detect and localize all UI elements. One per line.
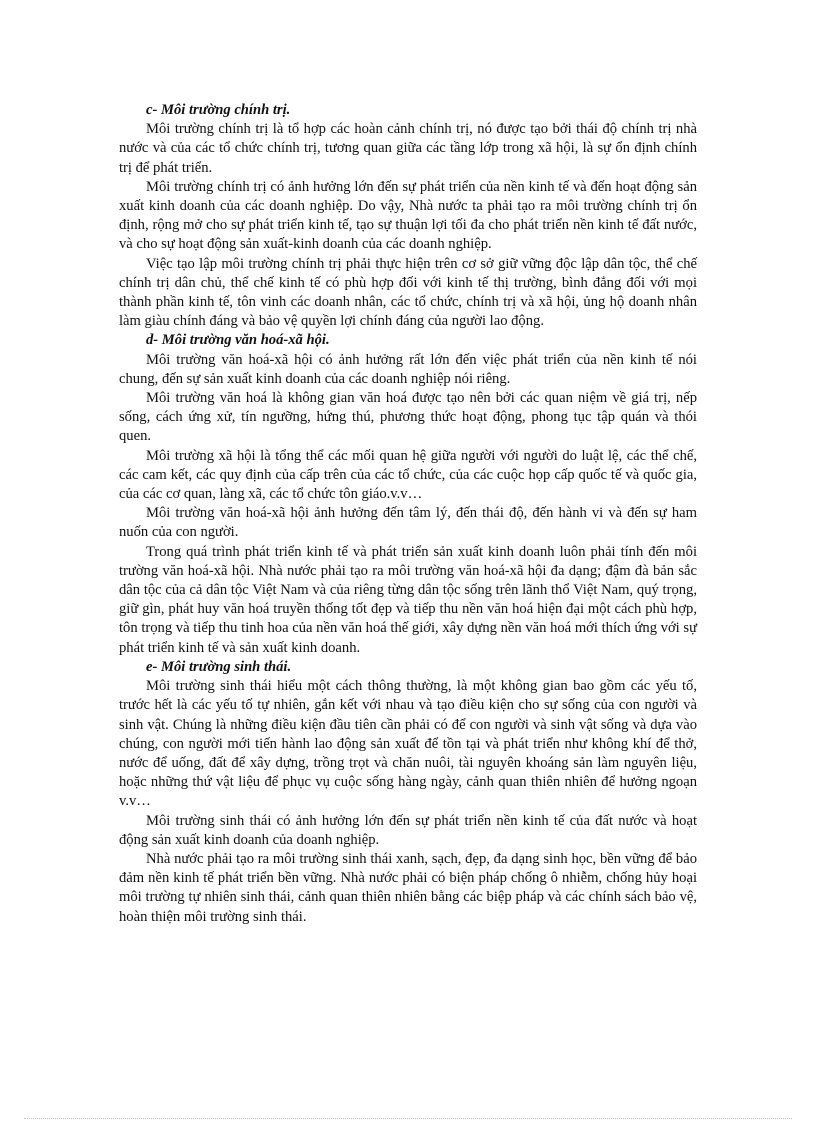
paragraph: Môi trường văn hoá là không gian văn hoá được tạo nên bởi các quan niệm về giá trị, nếp sống, cách ứng xử, tín ngưỡng, hứng thú, phương thức hoạt động, phong tục tập quán và thói quen. — [119, 390, 697, 445]
paragraph: Môi trường xã hội là tổng thể các mối quan hệ giữa người với người do luật lệ, các thể chế, các cam kết, các quy định của cấp trên của các tổ chức, của các cuộc họp cấp quốc tế và quốc gia, của các cơ quan, làng xã, các tổ chức tôn giáo.v.v… — [119, 447, 697, 503]
section-ecological-environment — [119, 658, 697, 927]
page-bottom-border — [24, 1118, 792, 1119]
section-heading: e- Môi trường sinh thái. — [146, 658, 292, 675]
section-heading: d- Môi trường văn hoá-xã hội. — [146, 332, 330, 349]
section-political-environment — [119, 101, 697, 331]
section-cultural-social-environment — [119, 331, 697, 657]
paragraph: Môi trường văn hoá-xã hội có ảnh hưởng rất lớn đến việc phát triển của nền kinh tế nói chung, đến sự sản xuất kinh doanh của các doanh nghiệp nói riêng. — [119, 351, 697, 387]
paragraph: Môi trường sinh thái có ảnh hưởng lớn đến sự phát triển nền kinh tế của đất nước và hoạt động sản xuất kinh doanh của doanh nghiệp. — [119, 812, 697, 848]
paragraph: Môi trường chính trị là tổ hợp các hoàn cảnh chính trị, nó được tạo bởi thái độ chính trị nhà nước và của các tổ chức chính trị, tương quan giữa các tầng lớp trong xã hội, là sự ổn định chính trị để phát triển. — [119, 121, 697, 176]
paragraph: Việc tạo lập môi trường chính trị phải thực hiện trên cơ sở giữ vững độc lập dân tộc, thể chế chính trị dân chủ, thể chế kinh tế có phù hợp đối với kinh tế thị trường, bình đẳng đối với mọi thành phần kinh tế, tôn vinh các doanh nhân, các tổ chức, chính trị và xã hội, ủng hộ doanh nhân làm giàu chính đáng và bảo vệ quyền lợi chính đáng của người lao động. — [119, 255, 697, 330]
section-heading: c- Môi trường chính trị. — [146, 102, 291, 118]
paragraph: Môi trường văn hoá-xã hội ảnh hưởng đến tâm lý, đến thái độ, đến hành vi và đến sự ham nuốn của con người. — [119, 505, 697, 541]
paragraph: Môi trường chính trị có ảnh hưởng lớn đến sự phát triển của nền kinh tế và đến hoạt động sản xuất kinh doanh của các doanh nghiệp. Do vậy, Nhà nước ta phải tạo ra môi trường chính trị ổn định, rộng mở cho sự phát triển kinh tế, tạo sự thuận lợi tối đa cho phát triển nền kinh tế đất nước, và cho sự hoạt động sản xuất-kinh doanh của các doanh nghiệp. — [119, 178, 697, 253]
document-body — [119, 101, 697, 927]
paragraph: Nhà nước phải tạo ra môi trường sinh thái xanh, sạch, đẹp, đa dạng sinh học, bền vững để bảo đảm nền kinh tế phát triển bền vững. Nhà nước phải có biện pháp chống ô nhiễm, chống hủy hoại môi trường tự nhiên sinh thái, cảnh quan thiên nhiên bằng các biệp pháp và các chính sách bảo vệ, hoàn thiện môi trường sinh thái. — [119, 850, 697, 925]
paragraph: Môi trường sinh thái hiểu một cách thông thường, là một không gian bao gồm các yếu tố, trước hết là các yếu tố tự nhiên, gắn kết với nhau và tạo điều kiện cho sự sống của con người và sinh vật. Chúng là những điều kiện đầu tiên cần phải có để con người và sinh vật sống và dựa vào chúng, con người mới tiến hành lao động sản xuất để tồn tại và phát triển như không khí để thở, nước để uống, đất để xây dựng, trồng trọt và chăn nuôi, tài nguyên khoáng sản làm nguyên liệu, hoặc những thứ vật liệu để phục vụ cuộc sống hàng ngày, cảnh quan thiên nhiên để hưởng ngoạn v.v… — [119, 678, 697, 810]
paragraph: Trong quá trình phát triển kinh tế và phát triển sản xuất kinh doanh luôn phải tính đến môi trường văn hoá-xã hội. Nhà nước phải tạo ra môi trường văn hoá-xã hội đa dạng; đậm đà bản sắc dân tộc của cả dân tộc Việt Nam và của riêng từng dân tộc sống trên lãnh thổ Việt Nam, quý trọng, giữ gìn, phát huy văn hoá truyền thống tốt đẹp và tiếp thu nền văn hoá hiện đại một cách phù hợp, tôn trọng và tiếp thu tinh hoa của nền văn hoá thế giới, xây dựng nền văn hoá mới thích ứng với sự phát triển kinh tế và sản xuất kinh doanh. — [119, 543, 697, 656]
